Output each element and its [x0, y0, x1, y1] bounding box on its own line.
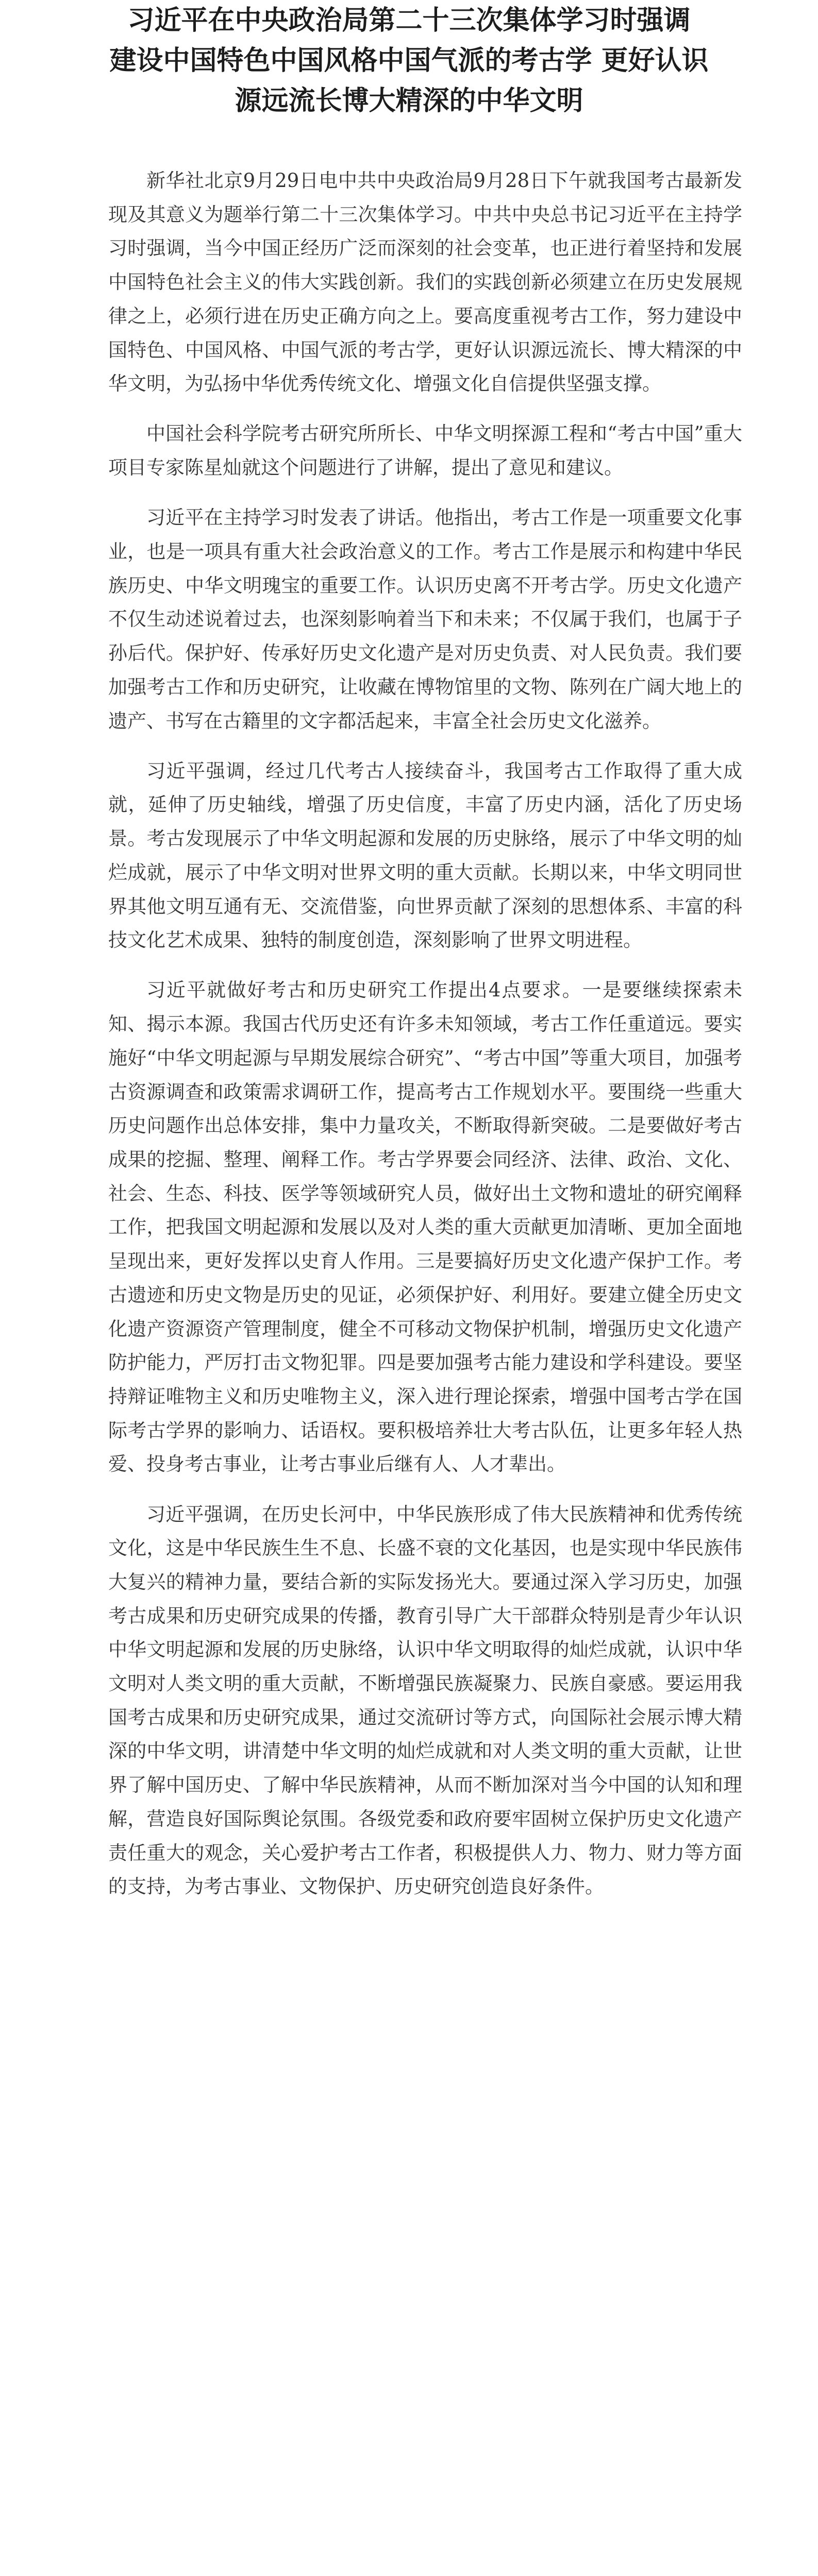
- paragraph-2: 中国社会科学院考古研究所所长、中华文明探源工程和“考古中国”重大项目专家陈星灿就这个问题进行了讲解，提出了意见和建议。: [108, 422, 742, 479]
- paragraph-4: 习近平强调，经过几代考古人接续奋斗，我国考古工作取得了重大成就，延伸了历史轴线，增强了历史信度，丰富了历史内涵，活化了历史场景。考古发现展示了中华文明起源和发展的历史脉络，展示了中华文明的灿烂成就，展示了中华文明对世界文明的重大贡献。长期以来，中华文明同世界其他文明互通有无、交流借鉴，向世界贡献了深刻的思想体系、丰富的科技文化艺术成果、独特的制度创造，深刻影响了世界文明进程。: [108, 759, 742, 952]
- headline-line-1: 习近平在中央政治局第二十三次集体学习时强调: [127, 5, 691, 36]
- article-body: [108, 164, 742, 1904]
- paragraph-3: 习近平在主持学习时发表了讲话。他指出，考古工作是一项重要文化事业，也是一项具有重大社会政治意义的工作。考古工作是展示和构建中华民族历史、中华文明瑰宝的重要工作。认识历史离不开考古学。历史文化遗产不仅生动述说着过去，也深刻影响着当下和未来；不仅属于我们，也属于子孙后代。保护好、传承好历史文化遗产是对历史负责、对人民负责。我们要加强考古工作和历史研究，让收藏在博物馆里的文物、陈列在广阔大地上的遗产、书写在古籍里的文字都活起来，丰富全社会历史文化滋养。: [108, 506, 742, 732]
- paragraph-5: 习近平就做好考古和历史研究工作提出4点要求。一是要继续探索未知、揭示本源。我国古代历史还有许多未知领域，考古工作任重道远。要实施好“中华文明起源与早期发展综合研究”、“考古中国”等重大项目，加强考古资源调查和政策需求调研工作，提高考古工作规划水平。要围绕一些重大历史问题作出总体安排，集中力量攻关，不断取得新突破。二是要做好考古成果的挖掘、整理、阐释工作。考古学界要会同经济、法律、政治、文化、社会、生态、科技、医学等领域研究人员，做好出土文物和遗址的研究阐释工作，把我国文明起源和发展以及对人类的重大贡献更加清晰、更加全面地呈现出来，更好发挥以史育人作用。三是要搞好历史文化遗产保护工作。考古遗迹和历史文物是历史的见证，必须保护好、利用好。要建立健全历史文化遗产资源资产管理制度，健全不可移动文物保护机制，增强历史文化遗产防护能力，严厉打击文物犯罪。四是要加强考古能力建设和学科建设。要坚持辩证唯物主义和历史唯物主义，深入进行理论探索，增强中国考古学在国际考古学界的影响力、话语权。要积极培养壮大考古队伍，让更多年轻人热爱、投身考古事业，让考古事业后继有人、人才辈出。: [108, 979, 742, 1476]
- paragraph-6: 习近平强调，在历史长河中，中华民族形成了伟大民族精神和优秀传统文化，这是中华民族生生不息、长盛不衰的文化基因，也是实现中华民族伟大复兴的精神力量，要结合新的实际发扬光大。要通过深入学习历史，加强考古成果和历史研究成果的传播，教育引导广大干部群众特别是青少年认识中华文明起源和发展的历史脉络，认识中华文明取得的灿烂成就，认识中华文明对人类文明的重大贡献，不断增强民族凝聚力、民族自豪感。要运用我国考古成果和历史研究成果，通过交流研讨等方式，向国际社会展示博大精深的中华文明，讲清楚中华文明的灿烂成就和对人类文明的重大贡献，让世界了解中国历史、了解中华民族精神，从而不断加深对当今中国的认知和理解，营造良好国际舆论氛围。各级党委和政府要牢固树立保护历史文化遗产责任重大的观念，关心爱护考古工作者，积极提供人力、物力、财力等方面的支持，为考古事业、文物保护、历史研究创造良好条件。: [108, 1503, 742, 1898]
- headline-line-3: 源远流长博大精深的中华文明: [235, 85, 583, 116]
- headline-line-2: 建设中国特色中国风格中国气派的考古学 更好认识: [109, 45, 709, 76]
- paragraph-1: 新华社北京9月29日电中共中央政治局9月28日下午就我国考古最新发现及其意义为题举行第二十三次集体学习。中共中央总书记习近平在主持学习时强调，当今中国正经历广泛而深刻的社会变革，也正进行着坚持和发展中国特色社会主义的伟大实践创新。我们的实践创新必须建立在历史发展规律之上，必须行进在历史正确方向之上。要高度重视考古工作，努力建设中国特色、中国风格、中国气派的考古学，更好认识源远流长、博大精深的中华文明，为弘扬中华优秀传统文化、增强文化自信提供坚强支撑。: [108, 170, 742, 395]
